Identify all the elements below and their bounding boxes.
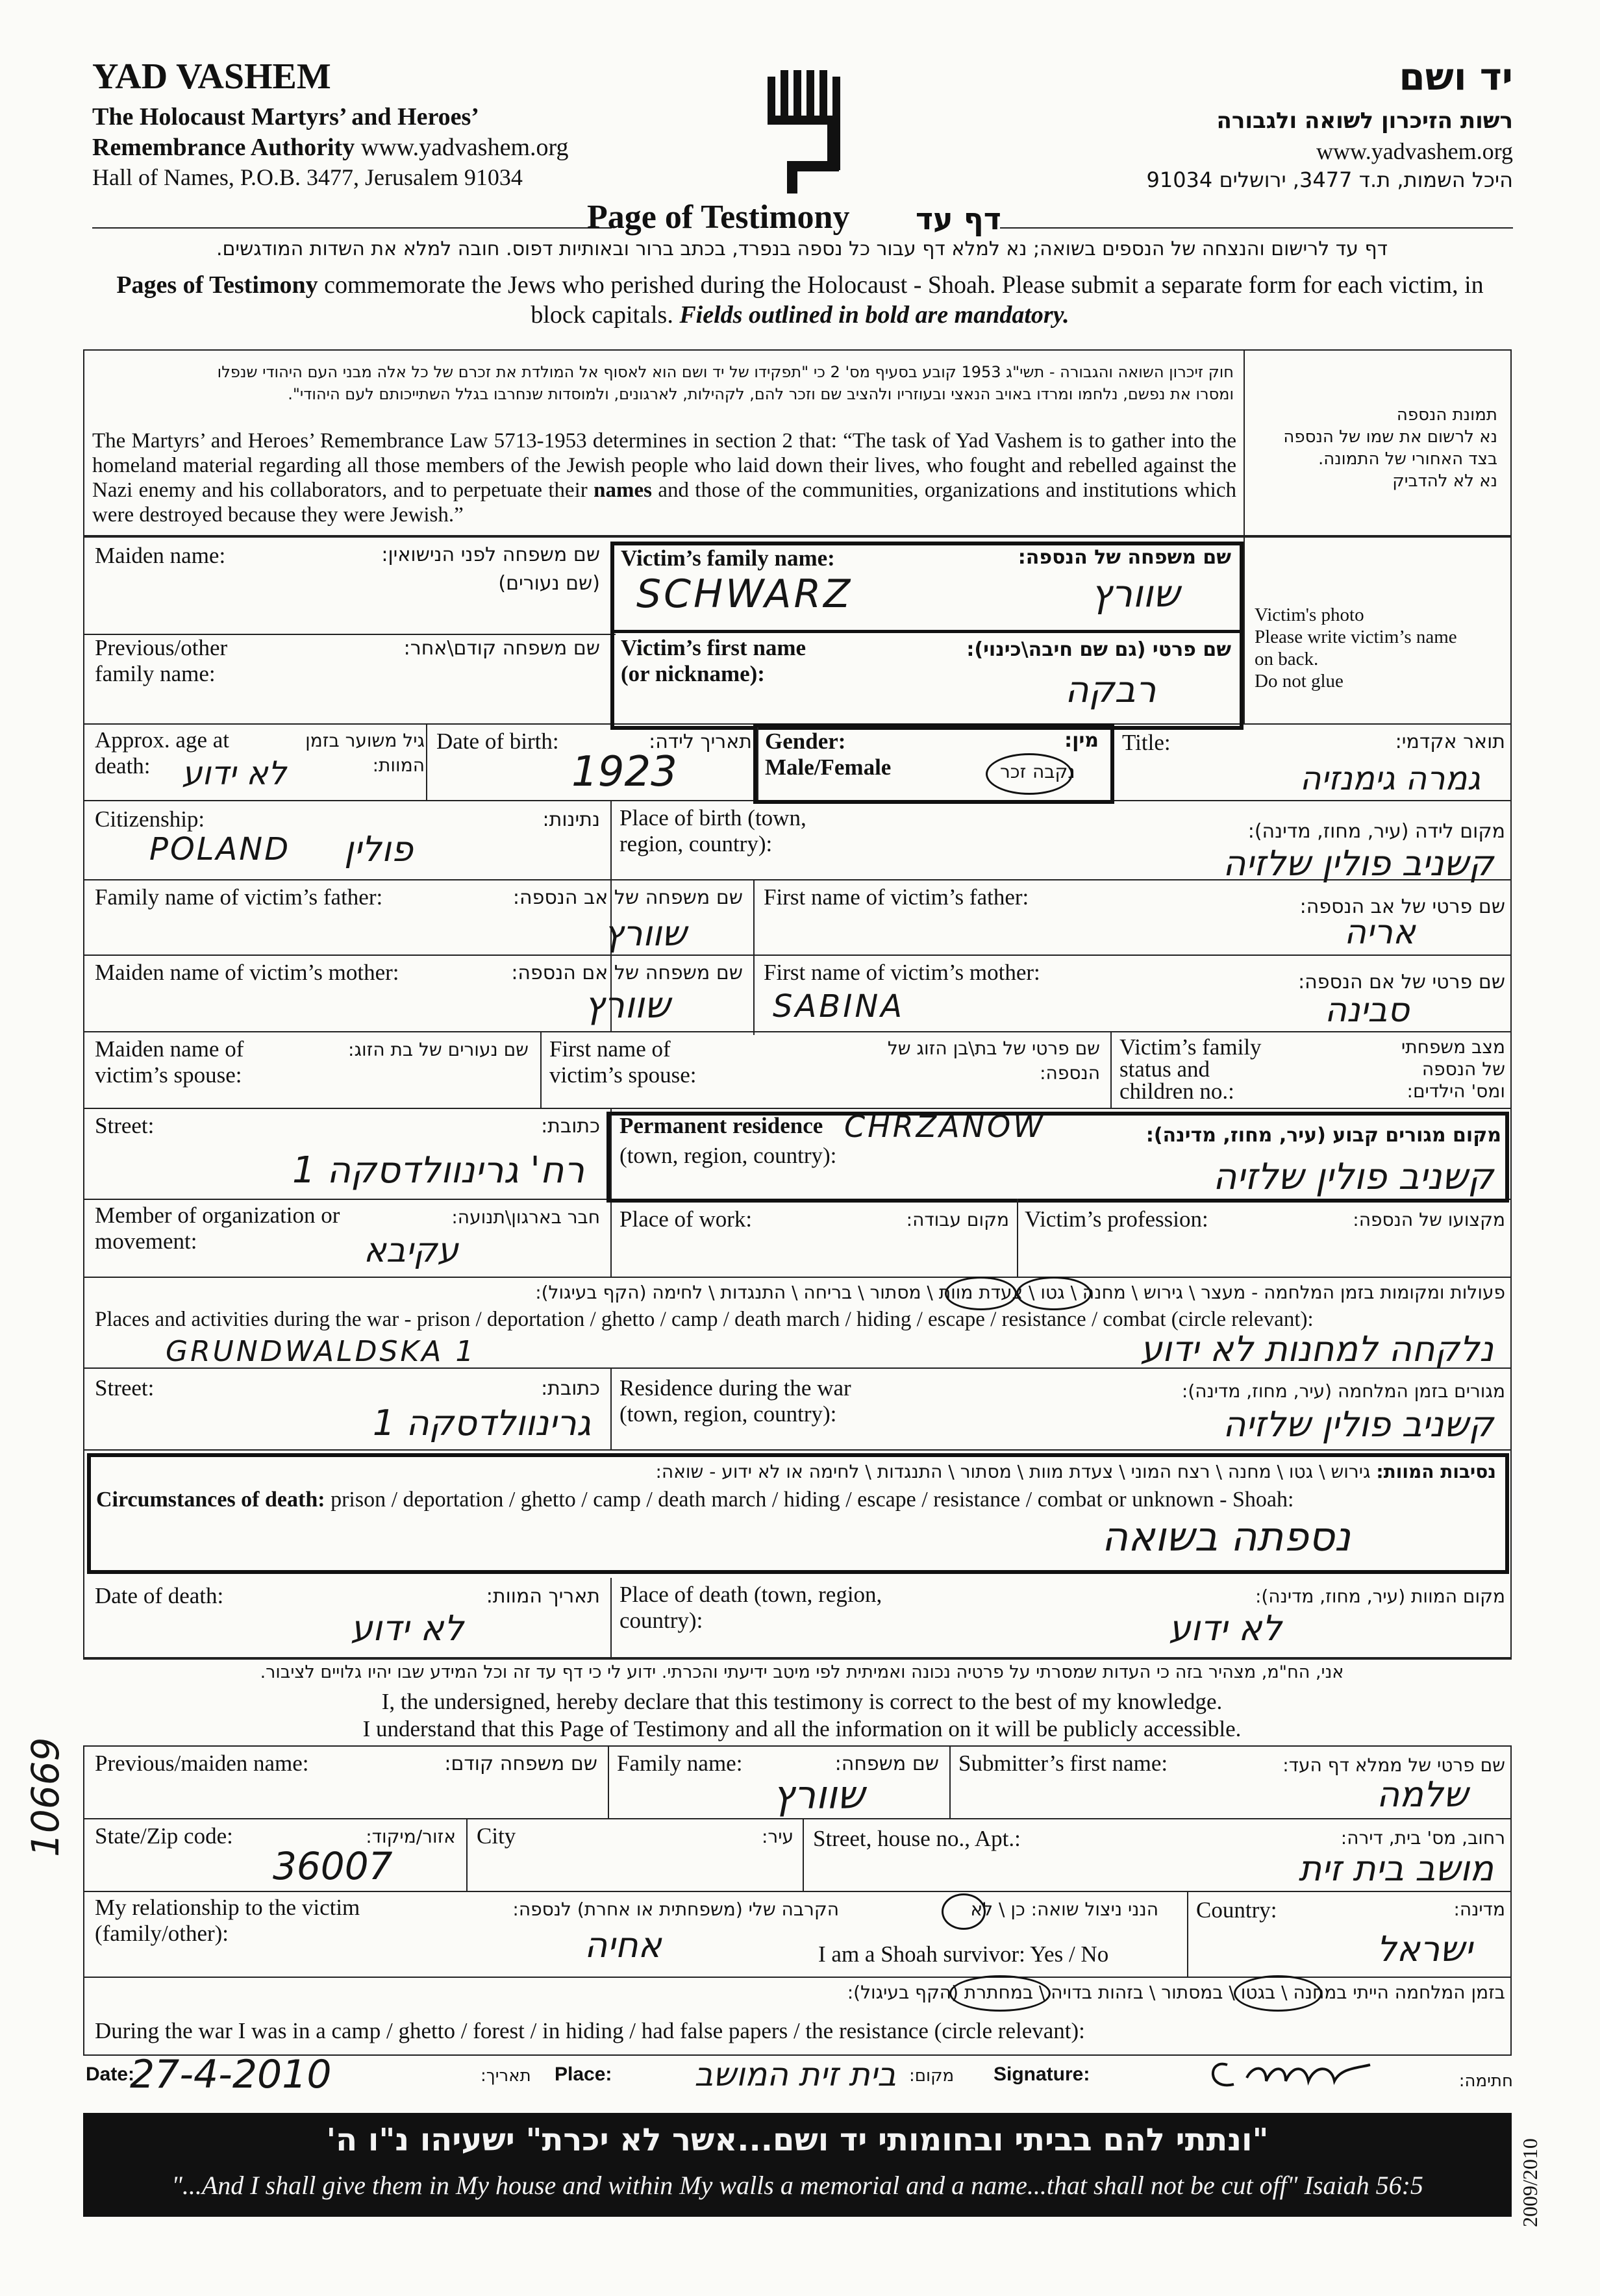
family-status-label-he: מצב משפחתי של הנספה ומס' הילדים:	[1401, 1036, 1505, 1102]
place-value[interactable]: בית זית המושב	[694, 2056, 896, 2093]
page-title: Page of Testimony	[587, 199, 850, 236]
sub-prev-name-label-he: שם משפחה קודם:	[444, 1753, 597, 1775]
survivor-yes-circle	[942, 1893, 986, 1930]
war-residence-label: Residence during the war (town, region, country):	[619, 1375, 851, 1427]
intro-he: דף עד לרישום והנצחה של הנספים בשואה; נא למלא דף עבור כל נספה בנפרד, בכתב ברור ובאותיות דפוס. חובה למלא את השדות המודגשים.	[216, 238, 1388, 260]
war-street-value[interactable]: גרינוולדסקה 1	[372, 1403, 591, 1443]
perm-residence-value[interactable]: CHRZANOW	[844, 1109, 1045, 1144]
citizenship-value-he[interactable]: פולין	[344, 829, 413, 869]
war-street-label-he: כתובת:	[541, 1377, 600, 1400]
member-org-label-he: חבר בארגון\תנועה:	[451, 1206, 600, 1228]
father-family-label: Family name of victim’s father:	[95, 884, 383, 910]
camp-circle	[945, 1277, 1017, 1310]
father-first-label-he: שם פרטי של אב הנספה:	[1299, 895, 1505, 918]
title-label-he: תואר אקדמי:	[1395, 730, 1505, 753]
dob-value[interactable]: 1923	[571, 748, 677, 796]
citizenship-label-he: נתינות:	[542, 808, 600, 831]
sub-zip-value[interactable]: 36007	[273, 1844, 393, 1888]
mother-maiden-label-he: שם משפחה של אם הנספה:	[511, 962, 743, 984]
circumstances-label-he: נסיבות המוות: גירוש \ גטו \ מחנה \ רצח המוני \ צעדת מוות \ מסתור \ התנגדות \ לחימה או לא ידוע - שואה:	[655, 1461, 1496, 1482]
age-label-he: גיל משוער בזמן המוות:	[305, 730, 425, 776]
father-family-label-he: שם משפחה של אב הנספה:	[512, 886, 743, 909]
sub-city-label: City	[477, 1823, 516, 1849]
signature-scribble[interactable]	[1201, 2045, 1377, 2097]
sub-zip-label-he: אזור/מיקוד:	[366, 1826, 456, 1847]
date-value[interactable]: 27-4-2010	[130, 2052, 332, 2097]
perm-residence-label2: (town, region, country):	[619, 1143, 837, 1168]
father-first-label: First name of victim’s father:	[764, 884, 1029, 910]
law-en: The Martyrs’ and Heroes’ Remembrance Law 5713-1953 determines in section 2 that: “The task of Yad Vashem is to gather into the homeland material regarding all those members of the Jewish people who laid down their lives, who fought and rebelled against the Nazi enemy and his collaborators, and to perpetuate their names and those of the communities, organizations and institutions which were destroyed because they were Jewish.”	[92, 429, 1236, 527]
org-url: www.yadvashem.org	[360, 134, 569, 161]
page-title-he: דף עד	[916, 201, 1001, 236]
first-name-label-he: שם פרטי (גם שם חיבה\כינוי):	[966, 638, 1231, 661]
banner-he: "ונתתי להם בביתי ובחומותי יד ושם...אשר לא יכרת" ישעיהו נ"ו ה'	[326, 2122, 1269, 2158]
org-name: YAD VASHEM	[92, 56, 331, 97]
prev-family-label: Previous/other family name:	[95, 635, 228, 686]
family-name-value[interactable]: SCHWARZ	[636, 571, 853, 617]
sub-relationship-value[interactable]: אחיה	[584, 1925, 662, 1965]
war-residence-label-he: מגורים בזמן המלחמה (עיר, מחוז, מדינה):	[1181, 1380, 1505, 1402]
first-name-value[interactable]: רבקה	[1065, 669, 1156, 711]
war-activities-value-he[interactable]: נלקחה למחנות לא ידוע	[1140, 1329, 1494, 1369]
address-he: היכל השמות, ת.ד 3477, ירושלים 91034	[1146, 168, 1513, 192]
family-status-label: Victim’s family status and children no.:	[1119, 1034, 1262, 1104]
sub-country-label-he: מדינה:	[1453, 1899, 1505, 1920]
banner-en: "...And I shall give them in My house and within My walls a memorial and a name...that shall not be cut off" Isaiah 56:5	[171, 2171, 1423, 2200]
declaration-en: I, the undersigned, hereby declare that this testimony is correct to the best of my knowledge. I understand that this Page of Testimony and all the information on it will be publicly accessible.	[362, 1689, 1242, 1741]
sub-war-camp-label-he: בזמן המלחמה הייתי במחנה \ בגטו \ במסתור \ בזהות בדויה \ במחתרת (הקף בעיגול):	[847, 1982, 1505, 2003]
ghetto-circle	[1234, 1975, 1322, 2012]
mother-first-value-he[interactable]: סבינה	[1325, 991, 1410, 1030]
member-org-value[interactable]: עקיבא	[364, 1231, 458, 1270]
sub-first-value[interactable]: שלמה	[1377, 1774, 1468, 1815]
death-place-label: Place of death (town, region, country):	[619, 1582, 882, 1633]
death-date-label-he: תאריך המוות:	[486, 1585, 600, 1608]
authority-he: רשות הזיכרון לשואה ולגבורה	[1216, 108, 1513, 134]
sub-street-value[interactable]: מושב בית זית	[1298, 1848, 1494, 1889]
war-activities-label-he: פעולות ומקומות בזמן המלחמה - מעצר \ גירוש \ מחנה \ גטו \ צעדת מוות \ מסתור \ בריחה \ התנגדות \ לחימה (הקף בעיגול):	[535, 1282, 1505, 1303]
citizenship-label: Citizenship:	[95, 806, 205, 832]
sub-relationship-label: My relationship to the victim (family/other):	[95, 1895, 360, 1946]
mother-maiden-value[interactable]: שוורץ	[584, 984, 671, 1027]
work-place-label: Place of work:	[619, 1206, 753, 1232]
work-place-label-he: מקום עבודה:	[906, 1209, 1009, 1230]
sub-country-label: Country:	[1196, 1897, 1277, 1923]
perm-residence-label: Permanent residence	[619, 1113, 823, 1138]
sub-relationship-label-he: הקרבה שלי (משפחתית או אחרת) לנספה:	[512, 1899, 839, 1920]
prev-family-label-he: שם משפחה קודם\אחר:	[403, 637, 600, 660]
signature-label: Signature:	[994, 2064, 1090, 2085]
date-label: Date:	[86, 2064, 135, 2085]
war-street-label: Street:	[95, 1375, 155, 1401]
birth-place-label-he: מקום לידה (עיר, מחוז, מדינה):	[1247, 820, 1505, 843]
sub-street-label: Street, house no., Apt.:	[813, 1826, 1021, 1851]
quote-banner	[83, 2113, 1512, 2217]
gender-female-option[interactable]: נקבה	[1032, 761, 1075, 782]
sub-street-label-he: רחוב, מס' בית, דירה:	[1340, 1827, 1505, 1849]
year-tag: 2009/2010	[1518, 2138, 1542, 2227]
birth-place-value[interactable]: קשניב פולין שלזיה	[1223, 843, 1494, 884]
member-org-label: Member of organization or movement:	[95, 1203, 340, 1254]
date-label-he: תאריך:	[481, 2066, 531, 2086]
spouse-first-label-he: שם פרטי של בת\בן הזוג של הנספה:	[887, 1038, 1100, 1084]
sub-country-value[interactable]: ישראל	[1377, 1928, 1473, 1969]
street-value[interactable]: רח' גרינוולדסקה 1	[292, 1149, 584, 1192]
gender-label: Gender: Male/Female	[765, 729, 892, 780]
authority-line2: Remembrance Authority www.yadvashem.org	[92, 134, 569, 161]
citizenship-value[interactable]: POLAND	[149, 831, 291, 867]
maiden-name-label: Maiden name:	[95, 543, 226, 568]
perm-residence-label-he: מקום מגורים קבוע (עיר, מחוז, מדינה):	[1145, 1124, 1501, 1147]
false-papers-circle	[949, 1975, 1051, 2012]
dob-label: Date of birth:	[436, 729, 559, 754]
circumstances-value[interactable]: נספתה בשואה	[1101, 1513, 1351, 1560]
maiden-name-label-he2: (שם נעורים)	[498, 572, 600, 595]
street-label: Street:	[95, 1113, 155, 1138]
gender-male-option[interactable]: זכר	[1000, 761, 1027, 782]
family-name-value-he[interactable]: שוורץ	[1091, 571, 1180, 616]
gender-female-circle	[986, 753, 1073, 795]
law-he: חוק זיכרון השואה והגבורה - תשי"ג 1953 קובע בסעיף מס' 2 כי "תפקידו של יד ושם הוא לאסוף אל המולדת את זכרם של כל אלה מבני העם היהודי שנפלו ומסרו את נפשם, נלחמו ומרדו באויב הנאצי ובעוזריו ולהציב שם וזכר להם, לקהילות, לארגונים, ולמוסדות שנחרבו בגלל השתייכותם לעם היהודי".	[217, 363, 1234, 403]
age-value[interactable]: לא ידוע	[182, 755, 287, 792]
deportation-circle	[1016, 1277, 1092, 1310]
sub-family-value[interactable]: שוורץ	[773, 1773, 865, 1818]
photo-instructions-en: Victim's photo Please write victim’s name on back. Do not glue	[1255, 605, 1457, 692]
photo-instructions-he: תמונת הנספה נא לרשום את שמו של הנספה בצד האחורי של התמונה. נא לא להדביק	[1283, 405, 1497, 491]
authority-line1: The Holocaust Martyrs’ and Heroes’	[92, 103, 479, 131]
declaration-he: אני, הח"מ, מצהיר בזה כי העדות שמסרתי על פרטיה נכונה ואמיתית לפי מיטב ידיעתי והכרתי. ידוע לי כי דף עד זה וכל המידע שבו יהיו גלויים לציבור.	[260, 1662, 1344, 1682]
war-activities-label: Places and activities during the war - prison / deportation / ghetto / camp / death march / hiding / escape / resistance / combat (circle relevant):	[95, 1308, 1314, 1331]
yad-vashem-logo	[768, 70, 839, 193]
sub-war-camp-label: During the war I was in a camp / ghetto / forest / in hiding / had false papers / the resistance (circle relevant):	[95, 2018, 1085, 2043]
death-date-value[interactable]: לא ידוע	[351, 1608, 464, 1649]
title-value[interactable]: גמרה גימנזיה	[1299, 760, 1481, 797]
family-name-label-he: שם משפחה של הנספה:	[1018, 546, 1231, 569]
mother-first-value[interactable]: SABINA	[773, 988, 905, 1025]
sub-city-label-he: עיר:	[761, 1826, 794, 1847]
place-label: Place:	[555, 2064, 612, 2085]
first-name-label: Victim’s first name (or nickname):	[621, 635, 806, 686]
profession-label-he: מקצועו של הנספה:	[1353, 1209, 1505, 1230]
mother-first-label-he: שם פרטי של אם הנספה:	[1298, 971, 1505, 993]
spouse-maiden-label-he: שם נעורים של בת הזוג:	[348, 1039, 529, 1060]
age-label: Approx. age at death:	[95, 727, 230, 779]
org-name-he: יד ושם	[1399, 55, 1513, 99]
intro-en: Pages of Testimony commemorate the Jews who perished during the Holocaust - Shoah. Please submit a separate form for each victim, in block capitals. Fields outlined in bold are mandatory.	[116, 271, 1484, 329]
death-date-label: Date of death:	[95, 1583, 224, 1608]
sub-survivor-label-he: הנני ניצול שואה: כן \ לא	[970, 1899, 1158, 1920]
mother-maiden-label: Maiden name of victim’s mother:	[95, 960, 399, 985]
father-first-value[interactable]: אריה	[1344, 913, 1416, 952]
war-residence-value[interactable]: קשניב פולין שלזיה	[1223, 1404, 1494, 1445]
sub-first-label-he: שם פרטי של ממלא דף העד:	[1282, 1754, 1505, 1776]
sub-family-label: Family name:	[617, 1751, 743, 1776]
sub-prev-name-label: Previous/maiden name:	[95, 1751, 309, 1776]
street-label-he: כתובת:	[541, 1115, 600, 1138]
birth-place-label: Place of birth (town, region, country):	[619, 805, 806, 856]
death-place-value[interactable]: לא ידוע	[1169, 1608, 1282, 1649]
perm-residence-value-he[interactable]: קשניב פולין שלזיה	[1212, 1156, 1494, 1198]
family-name-label: Victim’s family name:	[621, 545, 835, 571]
dob-label-he: תאריך לידה:	[649, 730, 752, 753]
sub-family-label-he: שם משפחה:	[834, 1753, 939, 1775]
mother-first-label: First name of victim’s mother:	[764, 960, 1040, 985]
sub-survivor-label: I am a Shoah survivor: Yes / No	[818, 1941, 1109, 1967]
sub-zip-label: State/Zip code:	[95, 1823, 233, 1849]
spouse-maiden-label: Maiden name of victim’s spouse:	[95, 1036, 244, 1088]
address-en: Hall of Names, P.O.B. 3477, Jerusalem 91034	[92, 164, 523, 190]
url-he-side: www.yadvashem.org	[1316, 138, 1513, 164]
circumstances-label: Circumstances of death: prison / deportation / ghetto / camp / death march / hiding / escape / resistance / combat or unknown - Shoah:	[96, 1488, 1294, 1512]
place-label-he: מקום:	[909, 2066, 955, 2086]
war-activities-value[interactable]: GRUNDWALDSKA 1	[166, 1335, 477, 1368]
spouse-first-label: First name of victim’s spouse:	[549, 1036, 697, 1088]
signature-label-he: חתימה:	[1458, 2071, 1513, 2091]
sub-first-label: Submitter’s first name:	[958, 1751, 1168, 1776]
father-family-value[interactable]: שוורץ	[604, 913, 687, 954]
side-archive-number: 10669	[23, 1737, 68, 1857]
gender-label-he: מין:	[1064, 729, 1099, 752]
profession-label: Victim’s profession:	[1025, 1206, 1208, 1232]
death-place-label-he: מקום המוות (עיר, מחוז, מדינה):	[1255, 1586, 1505, 1607]
title-label: Title:	[1122, 730, 1171, 755]
maiden-name-label-he: שם משפחה לפני הנישואין:	[381, 543, 600, 566]
